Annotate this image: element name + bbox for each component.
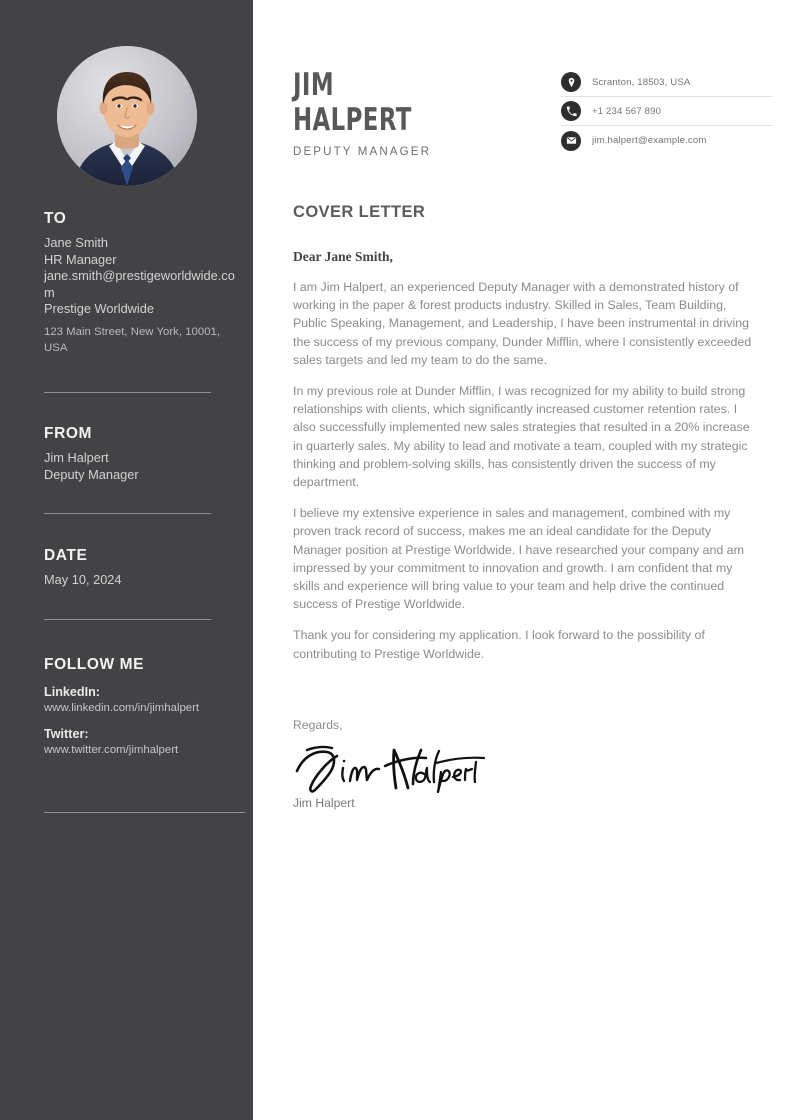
linkedin-label: LinkedIn: xyxy=(44,685,100,699)
from-line: Jim Halpert xyxy=(44,450,109,465)
date-heading: DATE xyxy=(44,547,88,564)
to-line: HR Manager xyxy=(44,251,117,267)
portrait-photo-icon xyxy=(57,46,197,186)
to-line: Prestige Worldwide xyxy=(44,301,155,317)
to-line: jane.smith@prestigeworldwide.com xyxy=(44,268,235,300)
to-address: 123 Main Street, New York, 10001, USA xyxy=(44,325,221,354)
contact-row-email[interactable] xyxy=(561,126,773,155)
date-section xyxy=(44,547,244,589)
date-value: May 10, 2024 xyxy=(44,572,122,587)
envelope-icon xyxy=(561,131,581,151)
divider xyxy=(44,619,211,620)
contact-row-phone[interactable] xyxy=(561,97,773,126)
contact-email-text: jim.halpert@example.com xyxy=(592,135,707,146)
divider xyxy=(44,812,245,813)
letter-title: COVER LETTER xyxy=(293,203,426,221)
handwritten-signature-icon xyxy=(293,738,488,794)
divider xyxy=(44,392,211,393)
letter-paragraph: I believe my extensive experience in sales and management, combined with my proven track record of success, makes me an ideal candidate for the Deputy Manager position at Prestige Worldwide. I have researched your company and am impressed by your commitment to innovation and growth. I am confident that my skills and experience will bring value to your team and help drive the continued success of Prestige Worldwide. xyxy=(293,506,744,612)
from-line: Deputy Manager xyxy=(44,466,139,482)
avatar xyxy=(57,46,197,186)
job-role: DEPUTY MANAGER xyxy=(293,145,432,158)
to-section xyxy=(44,210,244,356)
page-title xyxy=(293,68,438,158)
to-heading: TO xyxy=(44,210,67,227)
from-section xyxy=(44,425,244,483)
follow-section xyxy=(44,656,244,759)
first-name: JIM xyxy=(293,67,334,103)
from-heading: FROM xyxy=(44,425,93,442)
divider xyxy=(44,513,211,514)
signature-image xyxy=(293,738,754,794)
contact-location-text: Scranton, 18503, USA xyxy=(592,76,691,88)
letter-body xyxy=(293,203,754,810)
letter-paragraph: I am Jim Halpert, an experienced Deputy Manager with a demonstrated history of working in the paper & forest products industry. Skilled in Sales, Team Building, Public Speaking, Management, and Leadership, I have been instrumental in driving the success of my previous company, Dunder Mifflin, where I consistently exceeded sales targets and led my team to do the same. xyxy=(293,280,752,367)
contact-list xyxy=(561,68,773,155)
letter-paragraph: Thank you for considering my application. I look forward to the possibility of contributing to Prestige Worldwide. xyxy=(293,628,705,661)
sidebar xyxy=(0,0,253,1120)
contact-phone-text: +1 234 567 890 xyxy=(592,105,662,117)
follow-heading: FOLLOW ME xyxy=(44,656,145,673)
to-line: Jane Smith xyxy=(44,235,109,250)
twitter-label: Twitter: xyxy=(44,727,89,742)
letter-paragraph: In my previous role at Dunder Mifflin, I was recognized for my ability to build strong relationships with clients, which significantly increased customer retention rates. I also successfully implemented new sales strategies that resulted in a 20% increase in quarterly sales. My ability to lead and motivate a team, coupled with my strategic thinking and problem-solving skills, has consistently driven the success of my department. xyxy=(293,384,750,490)
phone-icon xyxy=(561,101,581,121)
twitter-url[interactable]: www.twitter.com/jimhalpert xyxy=(44,744,179,757)
salutation: Dear Jane Smith, xyxy=(293,249,393,264)
signature-name: Jim Halpert xyxy=(293,795,355,810)
last-name: HALPERT xyxy=(293,102,412,138)
location-pin-icon xyxy=(561,72,581,92)
linkedin-url[interactable]: www.linkedin.com/in/jimhalpert xyxy=(44,702,200,714)
closing-text: Regards, xyxy=(293,717,343,732)
contact-row-location[interactable] xyxy=(561,68,773,97)
